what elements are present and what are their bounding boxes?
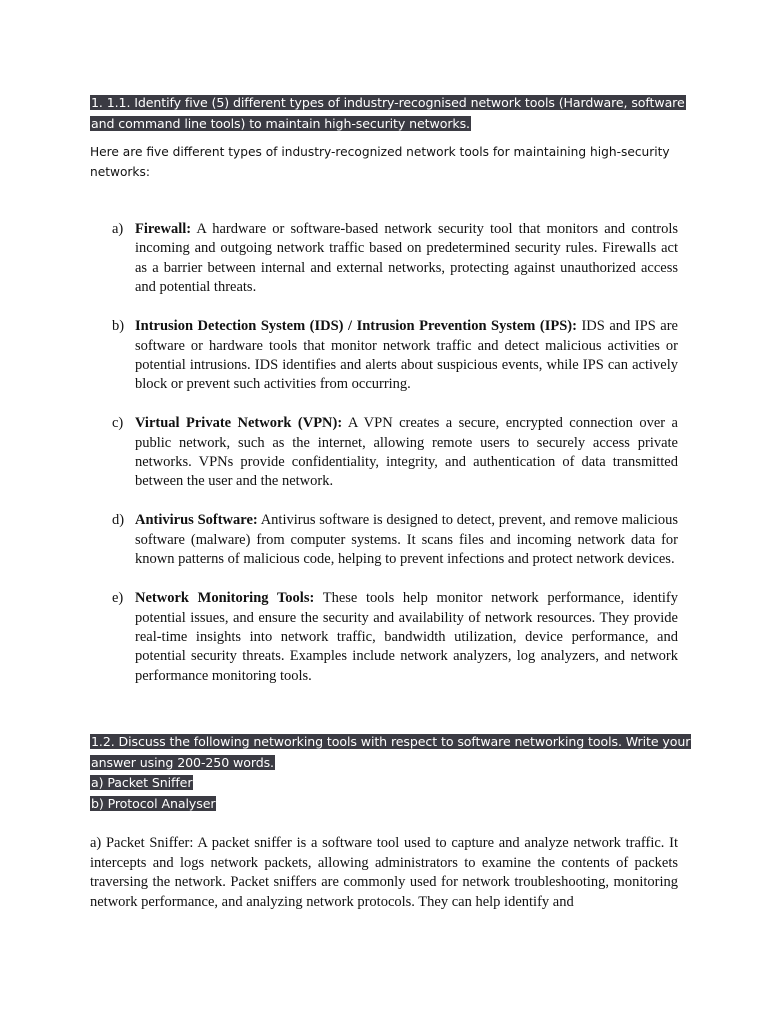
list-item [112, 317, 678, 395]
tool-term: Antivirus Software: [135, 512, 258, 529]
tool-term: Intrusion Detection System (IDS) / Intrusion Prevention System (IPS): [135, 318, 577, 335]
question-1-line: and command line tools) to maintain high-security networks. [91, 115, 470, 131]
list-marker: b) [112, 318, 125, 335]
answer-paragraph: a) Packet Sniffer: A packet sniffer is a software tool used to capture and analyze network traffic. It intercepts and logs network packets, allowing administrators to examine the contents of packets traversing the network. Packet sniffers are commonly used for network troubleshooting, monitoring network performance, and analyzing network protocols. They can help identify and [90, 835, 678, 910]
list-marker: d) [112, 512, 125, 529]
tool-description: A VPN creates a secure, encrypted connection over a public network, such as the internet, allowing remote users to securely access private networks. VPNs provide confidentiality, integrity, and authentication of data transmitted between the user and the network. [135, 415, 678, 490]
list-item [112, 589, 678, 686]
list-marker: e) [112, 590, 124, 607]
question-2-line: a) Packet Sniffer [91, 775, 193, 790]
tool-description: Antivirus software is designed to detect, prevent, and remove malicious software (malware) from computer systems. It scans files and incoming network data for known patterns of malicious code, helping to prevent infections and protect network devices. [135, 512, 679, 568]
tool-description: These tools help monitor network performance, identify potential issues, and ensure the security and availability of network resources. They provide real-time insights into network traffic, bandwidth utilization, device performance, and potential security threats. Examples include network analyzers, log analyzers, and network performance monitoring tools. [135, 590, 679, 684]
question-2-heading [90, 732, 691, 814]
question-1-line: 1. 1.1. Identify five (5) different types of industry-recognised network tools (Hardware, software [91, 95, 685, 110]
list-item [112, 220, 678, 298]
tool-description: A hardware or software-based network security tool that monitors and controls incoming and outgoing network traffic based on predetermined security rules. Firewalls act as a barrier between internal and external networks, protecting against unauthorized access and potential threats. [135, 221, 678, 296]
tool-term: Firewall: [135, 221, 192, 237]
list-item [112, 511, 678, 569]
tool-term: Network Monitoring Tools: [135, 590, 315, 607]
tool-description: IDS and IPS are software or hardware tools that monitor network traffic and detect malicious activities or potential intrusions. IDS identifies and alerts about suspicious events, while IPS can actively block or prevent such activities from occurring. [135, 318, 678, 393]
tool-term: Virtual Private Network (VPN): [135, 415, 343, 432]
question-2-line: b) Protocol Analyser [91, 795, 216, 811]
intro-text: Here are five different types of industry-recognized network tools for maintaining high-security networks: [90, 145, 670, 179]
tools-list [112, 220, 678, 706]
question-2-line: 1.2. Discuss the following networking tools with respect to software networking tools. Write your [91, 734, 691, 749]
list-marker: a) [112, 221, 124, 237]
question-1-heading [90, 93, 685, 134]
list-marker: c) [112, 415, 124, 432]
list-item [112, 414, 678, 492]
question-2-line: answer using 200-250 words. [91, 754, 274, 770]
